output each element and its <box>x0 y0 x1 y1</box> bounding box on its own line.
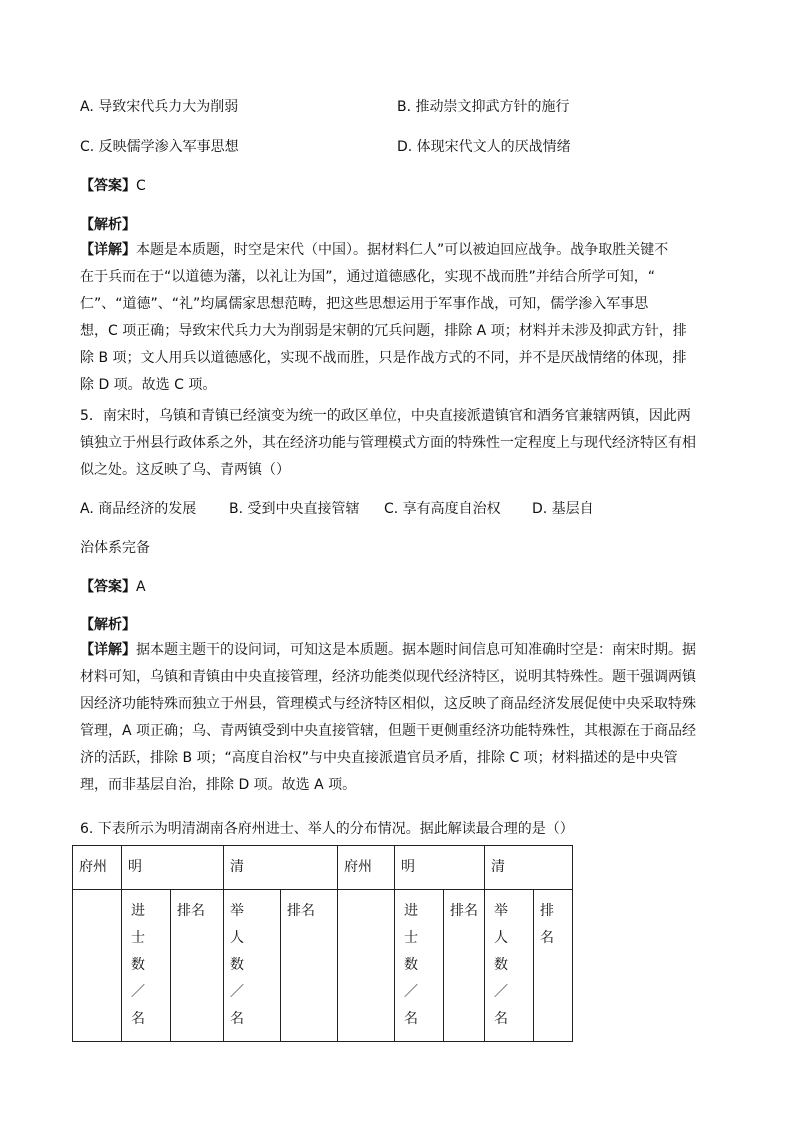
table-subheader-cell: 排名 <box>444 890 485 1042</box>
table-cell <box>338 890 395 1042</box>
detail-line: 除 D 项。故选 C 项。 <box>80 377 217 393</box>
table-header-cell: 明 <box>122 846 224 890</box>
detail-label: 【详解】 <box>80 242 136 258</box>
q4-option-c: C. 反映儒学渗入军事思想 <box>80 139 239 155</box>
table-subheader-cell: 进士数／名 <box>122 890 171 1042</box>
distribution-table <box>72 845 573 1042</box>
q4-analysis-label: 【解析】 <box>80 217 136 233</box>
table-cell <box>73 890 122 1042</box>
detail-line: 【详解】据本题主题干的设问词，可知这是本质题。据本题时间信息可知准确时空是：南宋时期。据 <box>80 642 696 658</box>
table-subheader-cell: 排名 <box>281 890 338 1042</box>
answer-value: C <box>136 178 146 194</box>
detail-line: 因经济功能特殊而独立于州县，管理模式与经济特区相似，这反映了商品经济发展促使中央采取特殊 <box>80 696 696 712</box>
detail-line: 仁”、“道德”、“礼”均属儒家思想范畴，把这些思想运用于军事作战，可知，儒学渗入军事思 <box>80 296 649 312</box>
q5-option-d: D. 基层自 <box>532 501 594 517</box>
detail-label: 【详解】 <box>80 642 136 658</box>
table-subheader-cell: 排名 <box>171 890 224 1042</box>
q5-option-a: A. 商品经济的发展 <box>80 501 197 517</box>
table-header-cell: 清 <box>224 846 338 890</box>
table-subheader-cell: 进士数／名 <box>395 890 444 1042</box>
stem-line: 镇独立于州县行政体系之外，其在经济功能与管理模式方面的特殊性一定程度上与现代经济特区有相 <box>80 435 696 451</box>
table-header-cell: 府州 <box>73 846 122 890</box>
detail-line: 【详解】本题是本质题，时空是宋代（中国）。据材料仁人”可以被迫回应战争。战争取胜关键不 <box>80 242 669 258</box>
q5-stem <box>80 403 700 484</box>
q5-analysis-label: 【解析】 <box>80 617 136 633</box>
q5-detail <box>80 637 700 799</box>
detail-line: 除 B 项；文人用兵以道德感化，实现不战而胜，只是作战方式的不同，并不是厌战情绪的体现，排 <box>80 350 687 366</box>
answer-value: A <box>136 579 146 595</box>
table-subheader-cell: 举人数／名 <box>224 890 281 1042</box>
table-subheader-cell: 举人数／名 <box>485 890 534 1042</box>
detail-line: 管理，A 项正确；乌、青两镇受到中央直接管辖，但题干更侧重经济功能特殊性，其根源在于商品经 <box>80 723 697 739</box>
q5-answer <box>80 576 146 596</box>
stem-line: 5．南宋时，乌镇和青镇已经演变为统一的政区单位，中央直接派遣镇官和酒务官兼辖两镇，因此两 <box>80 408 691 424</box>
q4-option-b: B. 推动崇文抑武方针的施行 <box>397 99 570 115</box>
detail-line: 想，C 项正确；导致宋代兵力大为削弱是宋朝的冗兵问题，排除 A 项；材料并未涉及抑武方针，排 <box>80 323 687 339</box>
q4-option-a: A. 导致宋代兵力大为削弱 <box>80 99 239 115</box>
answer-label: 【答案】 <box>80 579 136 595</box>
q6-stem: 6. 下表所示为明清湖南各府州进士、举人的分布情况。据此解读最合理的是（） <box>80 821 574 837</box>
stem-line: 似之处。这反映了乌、青两镇（） <box>80 462 290 478</box>
q4-option-d: D. 体现宋代文人的厌战情绪 <box>397 139 571 155</box>
detail-line: 理，而非基层自治，排除 D 项。故选 A 项。 <box>80 777 357 793</box>
q5-option-c: C. 享有高度自治权 <box>384 501 501 517</box>
detail-line: 在于兵而在于“以道德为藩，以礼让为国”，通过道德感化，实现不战而胜”并结合所学可知，“ <box>80 269 656 285</box>
table-header-cell: 明 <box>395 846 485 890</box>
q4-answer <box>80 175 146 195</box>
table-header-cell: 清 <box>485 846 573 890</box>
detail-line: 材料可知，乌镇和青镇由中央直接管理，经济功能类似现代经济特区，说明其特殊性。题干强调两镇 <box>80 669 696 685</box>
q4-detail <box>80 237 700 399</box>
detail-line: 济的活跃，排除 B 项；“高度自治权”与中央直接派遣官员矛盾，排除 C 项；材料描述的是中央管 <box>80 750 678 766</box>
table-header-cell: 府州 <box>338 846 395 890</box>
q5-option-b: B. 受到中央直接管辖 <box>229 501 360 517</box>
q5-option-d-continued: 治体系完备 <box>80 540 150 556</box>
table-subheader-cell: 排名 <box>534 890 573 1042</box>
answer-label: 【答案】 <box>80 178 136 194</box>
